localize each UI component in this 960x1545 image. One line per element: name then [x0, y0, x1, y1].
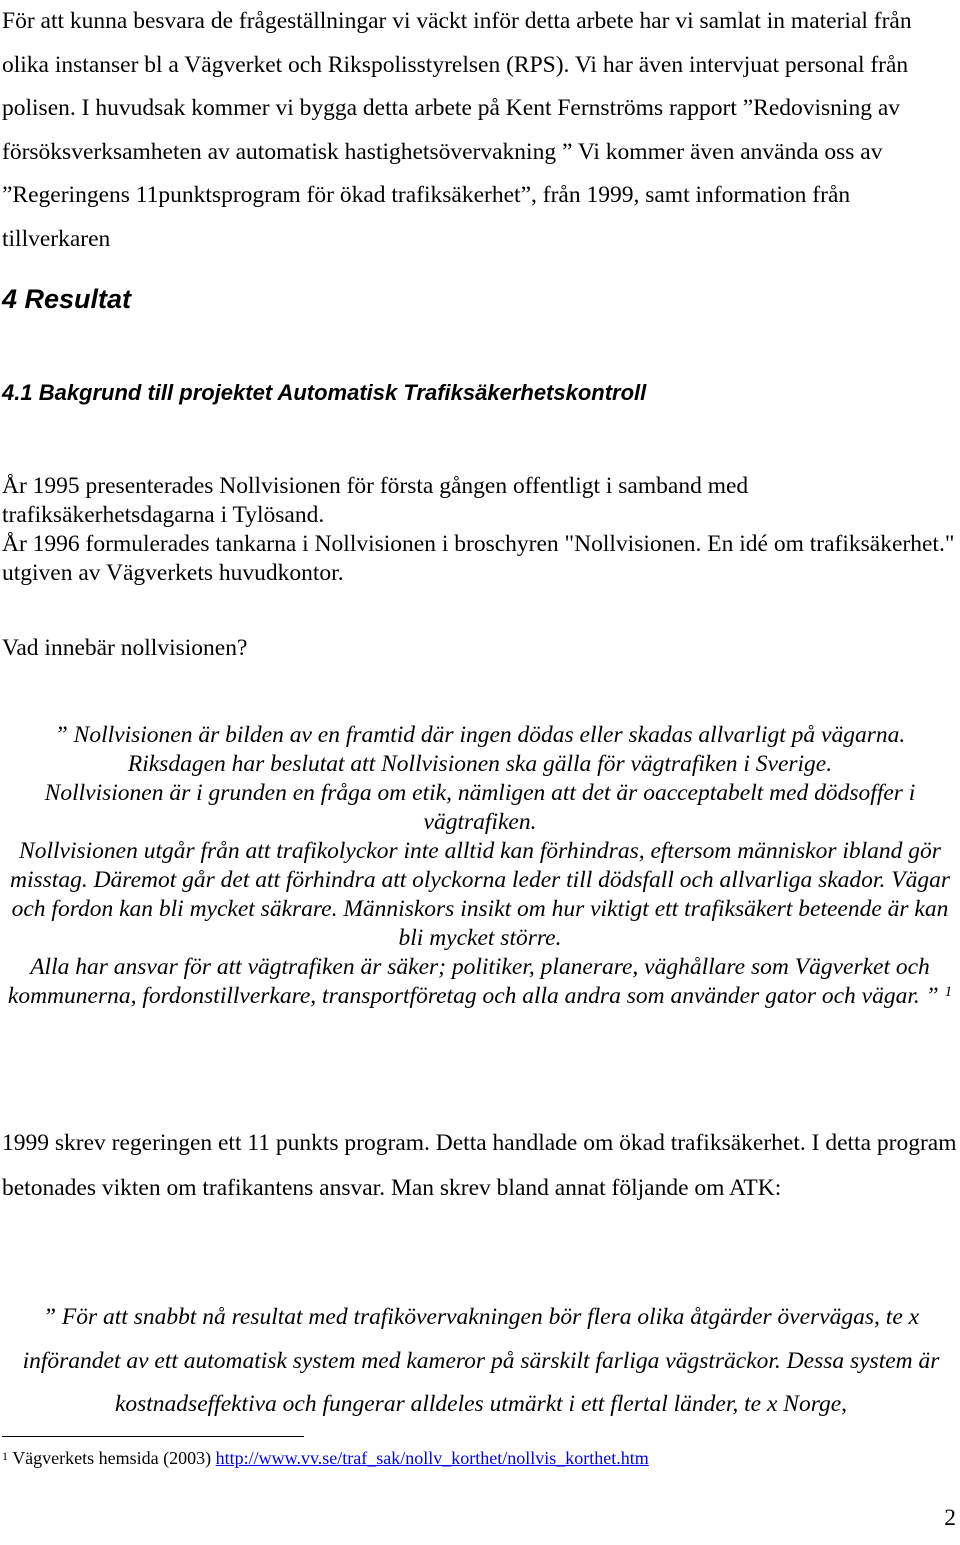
nollvision-quote [0, 721, 960, 1011]
footnote-reference[interactable]: 1 [944, 984, 953, 1000]
footnote [2, 1446, 649, 1470]
atk-quote: ” För att snabbt nå resultat med trafikövervakningen bör flera olika åtgärder övervägas, te x införandet av ett automatisk system med kameror på särskilt farliga vägsträckor. Dessa system är kostnadseffektiva och fungerar alldeles utmärkt i ett flertal länder, te x Norge, [22, 1304, 940, 1417]
question-line: Vad innebär nollvisionen? [2, 635, 248, 661]
page-number: 2 [944, 1505, 956, 1531]
footnote-separator [2, 1436, 304, 1437]
footnote-number: 1 [2, 1449, 8, 1463]
quote-line: Riksdagen har beslutat att Nollvisionen ska gälla för vägtrafiken i Sverige. [127, 751, 833, 777]
quote-line: Alla har ansvar för att vägtrafiken är säker; politiker, planerare, väghållare som Vägverket och kommunerna, fordonstillverkare, transportföretag och alla andra som använder gator och vägar. ” $^1$ [7, 954, 953, 1009]
quote-line: Nollvisionen är i grunden en fråga om etik, nämligen att det är oacceptabelt med dödsoffer i vägtrafiken. [44, 780, 916, 835]
intro-paragraph: För att kunna besvara de frågeställningar vi väckt inför detta arbete har vi samlat in material från olika instanser bl a Vägverket och Rikspolisstyrelsen (RPS). Vi har även intervjuat personal från polisen. I huvudsak kommer vi bygga detta arbete på Kent Fernströms rapport ”Redovisning av försöksverksamheten av automatisk hastighetsövervakning ” Vi kommer även använda oss av ”Regeringens 11punktsprogram för ökad trafiksäkerhet”, från 1999, samt information från tillverkaren [2, 8, 912, 252]
history-paragraph-1996: År 1996 formulerades tankarna i Nollvisionen i broschyren "Nollvisionen. En idé om trafiksäkerhet." utgiven av Vägverkets huvudkontor. [2, 531, 955, 586]
subsection-heading-bakgrund: 4.1 Bakgrund till projektet Automatisk Trafiksäkerhetskontroll [2, 380, 647, 405]
section-heading-resultat: 4 Resultat [2, 284, 132, 314]
quote-line: Nollvisionen utgår från att trafikolyckor inte alltid kan förhindras, eftersom människor ibland gör misstag. Däremot går det att förhindra att olyckorna leder till dödsfall och allvarliga skador. Vägar och fordon kan bli mycket säkrare. Människors insikt om hur viktigt ett trafiksäkert beteende är kan bli mycket större. [10, 838, 950, 951]
history-paragraph-1995: År 1995 presenterades Nollvisionen för första gången offentligt i samband med trafiksäkerhetsdagarna i Tylösand. [2, 473, 749, 528]
footnote-link[interactable]: http://www.vv.se/traf_sak/nollv_korthet/nollvis_korthet.htm [215, 1448, 649, 1468]
quote-line: ” Nollvisionen är bilden av en framtid där ingen dödas eller skadas allvarligt på vägarna. [54, 722, 906, 748]
footnote-text: Vägverkets hemsida (2003) [12, 1448, 216, 1468]
government-program-paragraph: 1999 skrev regeringen ett 11 punkts program. Detta handlade om ökad trafiksäkerhet. I detta program betonades vikten om trafikantens ansvar. Man skrev bland annat följande om ATK: [2, 1130, 957, 1201]
